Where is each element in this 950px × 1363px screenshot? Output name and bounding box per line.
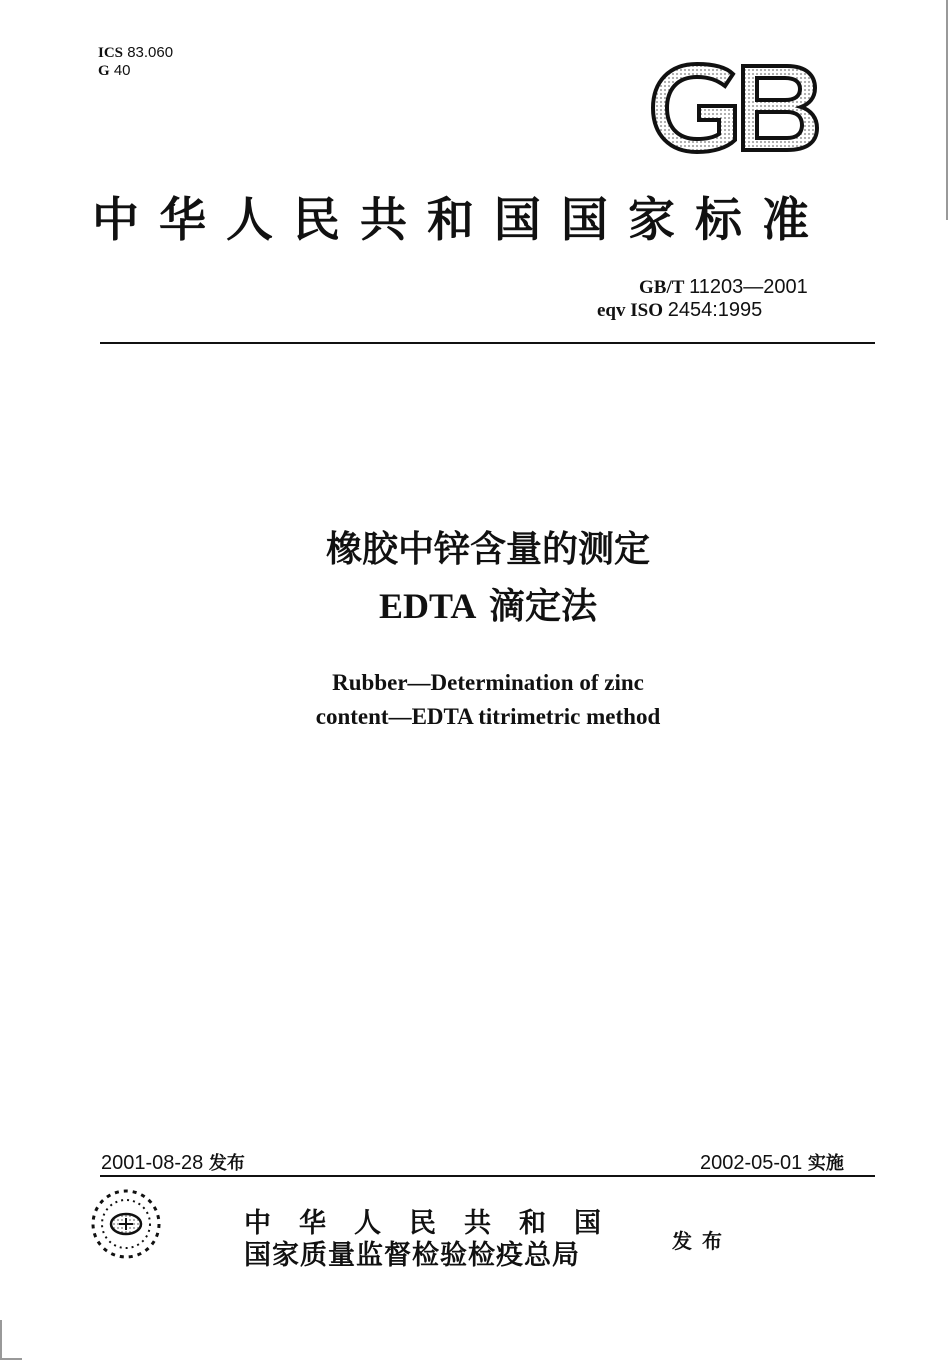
ccs-value: 40 xyxy=(113,62,131,79)
issue-label: 发布 xyxy=(672,1229,732,1253)
scan-edge-mark xyxy=(946,0,948,220)
equiv-code-prefix: eqv ISO xyxy=(597,300,663,321)
title-cn-line1: 橡胶中锌含量的测定 xyxy=(325,529,650,570)
title-cn-method: 滴定法 xyxy=(488,586,597,627)
standard-number xyxy=(597,276,808,322)
document-title-cn xyxy=(0,522,950,635)
ics-value: 83.060 xyxy=(127,44,174,61)
classification-codes xyxy=(98,44,173,80)
issuing-authority xyxy=(244,1208,629,1272)
equiv-code-value: 2454:1995 xyxy=(667,299,763,321)
standard-title: 中华人民共和国国家标准 xyxy=(92,193,829,248)
gb-code-prefix: GB/T xyxy=(639,277,685,298)
gb-logo-icon xyxy=(647,60,822,156)
publish-date-value: 2001-08-28 xyxy=(101,1152,204,1174)
title-cn-latin: EDTA xyxy=(379,586,477,626)
publish-date-label: 发布 xyxy=(208,1153,245,1174)
title-en-line1: Rubber—Determination of zinc xyxy=(332,670,644,695)
issuer-line1: 中华人民共和国 xyxy=(244,1208,629,1239)
scan-edge-mark xyxy=(0,1358,22,1360)
scan-edge-mark xyxy=(0,1320,2,1360)
header-divider xyxy=(100,342,875,344)
title-cn-line2 xyxy=(0,578,950,635)
implement-date xyxy=(700,1149,844,1175)
ics-code xyxy=(98,44,173,62)
equiv-code xyxy=(597,299,808,322)
footer-divider xyxy=(100,1175,875,1177)
implement-date-value: 2002-05-01 xyxy=(700,1152,803,1174)
ccs-label: G xyxy=(98,63,110,79)
ccs-code xyxy=(98,62,173,80)
issuer-seal-icon xyxy=(88,1186,164,1262)
gb-code xyxy=(597,276,808,299)
implement-date-label: 实施 xyxy=(807,1153,844,1174)
publish-date xyxy=(101,1149,245,1175)
ics-label: ICS xyxy=(98,45,124,61)
issuer-line2: 国家质量监督检验检疫总局 xyxy=(244,1240,580,1271)
document-title-en xyxy=(0,666,950,734)
title-en-line2: content—EDTA titrimetric method xyxy=(315,704,661,729)
gb-code-value: 11203—2001 xyxy=(689,276,808,298)
